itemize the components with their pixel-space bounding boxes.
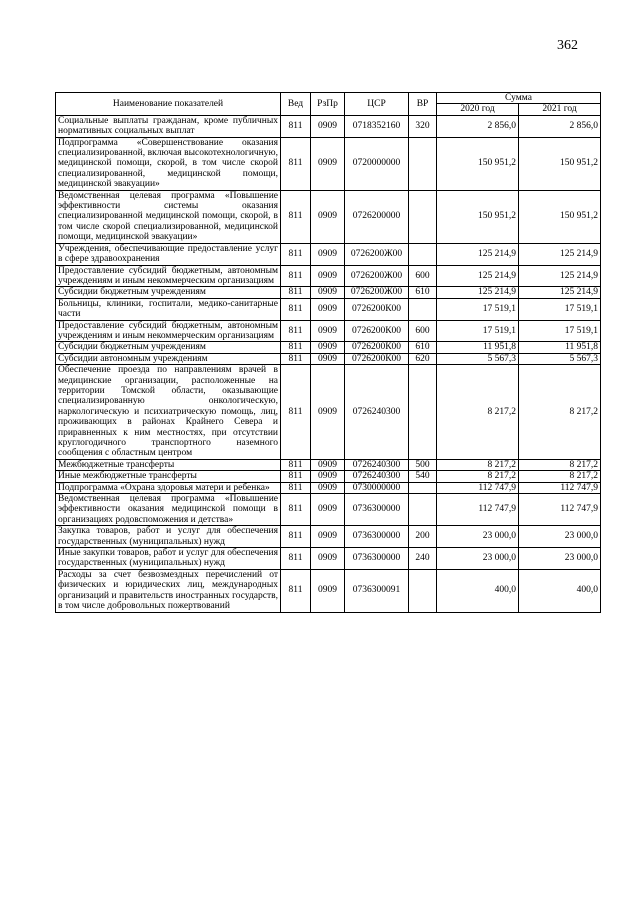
row-name: Подпрограмма «Совершенствование оказания специализированной, включая высокотехнологичную, медицинской помощи, скорой, в том числе скорой специализированной, медицинской помощи, медицинской эвакуации» [56, 137, 281, 190]
table-row [56, 190, 601, 243]
row-sum-2021: 150 951,2 [519, 137, 601, 190]
row-vr [409, 569, 437, 612]
table-row [56, 115, 601, 137]
table-row [56, 137, 601, 190]
row-rzpr: 0909 [311, 569, 345, 612]
row-rzpr: 0909 [311, 482, 345, 493]
row-csr: 0726200К00 [345, 342, 409, 353]
row-csr: 0726200К00 [345, 298, 409, 320]
row-csr: 0726200Ж00 [345, 243, 409, 265]
header-sum: Сумма [437, 93, 601, 104]
row-sum-2021: 112 747,9 [519, 494, 601, 526]
row-ved: 811 [281, 459, 311, 470]
row-csr: 0726240300 [345, 459, 409, 470]
table-row [56, 548, 601, 570]
row-vr [409, 365, 437, 460]
row-sum-2020: 112 747,9 [437, 494, 519, 526]
row-sum-2020: 400,0 [437, 569, 519, 612]
table-row [56, 353, 601, 364]
row-ved: 811 [281, 526, 311, 548]
row-rzpr: 0909 [311, 115, 345, 137]
row-csr: 0736300000 [345, 526, 409, 548]
row-name: Ведомственная целевая программа «Повышение эффективности оказания медицинской помощи в организациях родовспоможения и детства» [56, 494, 281, 526]
header-vr: ВР [409, 93, 437, 116]
row-rzpr: 0909 [311, 548, 345, 570]
row-name: Субсидии автономным учреждениям [56, 353, 281, 364]
row-name: Социальные выплаты гражданам, кроме публичных нормативных социальных выплат [56, 115, 281, 137]
header-year-2021: 2021 год [519, 104, 601, 115]
row-vr [409, 243, 437, 265]
row-vr: 500 [409, 459, 437, 470]
row-csr: 0736300000 [345, 494, 409, 526]
table-row [56, 459, 601, 470]
row-csr: 0736300091 [345, 569, 409, 612]
row-rzpr: 0909 [311, 243, 345, 265]
row-vr [409, 137, 437, 190]
row-sum-2021: 125 214,9 [519, 265, 601, 287]
row-sum-2020: 8 217,2 [437, 365, 519, 460]
row-ved: 811 [281, 320, 311, 342]
row-vr [409, 494, 437, 526]
row-rzpr: 0909 [311, 342, 345, 353]
row-name: Обеспечение проезда по направлениям врачей в медицинские организации, расположенные на территории Томской области, оказывающие специализированную онкологическую, наркологическую и психиатрическую помощь, лиц, проживающих в районах Крайнего Севера и приравненных к ним местностях, при отсутствии круглогодичного транспортного наземного сообщения с областным центром [56, 365, 281, 460]
row-ved: 811 [281, 471, 311, 482]
table-body [56, 115, 601, 612]
header-rzpr: РзПр [311, 93, 345, 116]
row-sum-2021: 23 000,0 [519, 526, 601, 548]
row-sum-2021: 150 951,2 [519, 190, 601, 243]
row-ved: 811 [281, 365, 311, 460]
row-csr: 0718352160 [345, 115, 409, 137]
header-year-2020: 2020 год [437, 104, 519, 115]
row-ved: 811 [281, 353, 311, 364]
table-row [56, 265, 601, 287]
row-ved: 811 [281, 190, 311, 243]
row-name: Межбюджетные трансферты [56, 459, 281, 470]
row-sum-2020: 125 214,9 [437, 287, 519, 298]
table-row [56, 287, 601, 298]
row-sum-2021: 23 000,0 [519, 548, 601, 570]
row-vr [409, 482, 437, 493]
row-ved: 811 [281, 548, 311, 570]
row-vr: 620 [409, 353, 437, 364]
row-vr: 600 [409, 320, 437, 342]
row-csr: 0736300000 [345, 548, 409, 570]
table-header [56, 93, 601, 116]
row-ved: 811 [281, 287, 311, 298]
table-row [56, 342, 601, 353]
row-vr: 240 [409, 548, 437, 570]
row-csr: 0726200К00 [345, 320, 409, 342]
row-sum-2021: 11 951,8 [519, 342, 601, 353]
row-ved: 811 [281, 265, 311, 287]
header-name: Наименование показателей [56, 93, 281, 116]
row-sum-2021: 8 217,2 [519, 459, 601, 470]
row-name: Субсидии бюджетным учреждениям [56, 342, 281, 353]
row-sum-2020: 2 856,0 [437, 115, 519, 137]
table-row [56, 471, 601, 482]
row-sum-2020: 150 951,2 [437, 137, 519, 190]
row-rzpr: 0909 [311, 459, 345, 470]
row-csr: 0726200К00 [345, 353, 409, 364]
table-row [56, 365, 601, 460]
row-vr [409, 298, 437, 320]
table-row [56, 243, 601, 265]
row-rzpr: 0909 [311, 298, 345, 320]
row-rzpr: 0909 [311, 353, 345, 364]
row-sum-2020: 150 951,2 [437, 190, 519, 243]
row-name: Иные закупки товаров, работ и услуг для обеспечения государственных (муниципальных) нужд [56, 548, 281, 570]
row-rzpr: 0909 [311, 526, 345, 548]
row-ved: 811 [281, 137, 311, 190]
row-sum-2020: 112 747,9 [437, 482, 519, 493]
row-vr: 610 [409, 342, 437, 353]
row-csr: 0726200Ж00 [345, 265, 409, 287]
table-row [56, 320, 601, 342]
row-vr: 600 [409, 265, 437, 287]
row-sum-2020: 8 217,2 [437, 459, 519, 470]
row-ved: 811 [281, 494, 311, 526]
row-csr: 0726200Ж00 [345, 287, 409, 298]
budget-table [55, 92, 601, 613]
row-rzpr: 0909 [311, 190, 345, 243]
row-name: Ведомственная целевая программа «Повышение эффективности системы оказания специализированной медицинской помощи, скорой, в том числе скорой специализированной, медицинской помощи, медицинской эвакуации» [56, 190, 281, 243]
row-ved: 811 [281, 243, 311, 265]
table-row [56, 494, 601, 526]
row-csr: 0720000000 [345, 137, 409, 190]
row-ved: 811 [281, 298, 311, 320]
row-sum-2021: 400,0 [519, 569, 601, 612]
row-sum-2020: 17 519,1 [437, 298, 519, 320]
row-name: Предоставление субсидий бюджетным, автономным учреждениям и иным некоммерческим организациям [56, 265, 281, 287]
header-ved: Вед [281, 93, 311, 116]
row-ved: 811 [281, 342, 311, 353]
row-name: Учреждения, обеспечивающие предоставление услуг в сфере здравоохранения [56, 243, 281, 265]
row-ved: 811 [281, 482, 311, 493]
row-rzpr: 0909 [311, 287, 345, 298]
row-sum-2021: 125 214,9 [519, 287, 601, 298]
row-name: Больницы, клиники, госпитали, медико-санитарные части [56, 298, 281, 320]
row-ved: 811 [281, 115, 311, 137]
row-name: Субсидии бюджетным учреждениям [56, 287, 281, 298]
row-rzpr: 0909 [311, 137, 345, 190]
row-sum-2020: 17 519,1 [437, 320, 519, 342]
row-rzpr: 0909 [311, 471, 345, 482]
row-name: Иные межбюджетные трансферты [56, 471, 281, 482]
row-rzpr: 0909 [311, 320, 345, 342]
row-name: Предоставление субсидий бюджетным, автономным учреждениям и иным некоммерческим организациям [56, 320, 281, 342]
row-sum-2020: 23 000,0 [437, 526, 519, 548]
row-sum-2020: 125 214,9 [437, 265, 519, 287]
page-number: 362 [557, 38, 578, 53]
row-sum-2020: 5 567,3 [437, 353, 519, 364]
row-csr: 0726200000 [345, 190, 409, 243]
row-sum-2021: 8 217,2 [519, 365, 601, 460]
row-name: Закупка товаров, работ и услуг для обеспечения государственных (муниципальных) нужд [56, 526, 281, 548]
row-sum-2020: 11 951,8 [437, 342, 519, 353]
row-name: Подпрограмма «Охрана здоровья матери и ребенка» [56, 482, 281, 493]
table-row [56, 298, 601, 320]
row-sum-2020: 23 000,0 [437, 548, 519, 570]
row-sum-2021: 112 747,9 [519, 482, 601, 493]
row-name: Расходы за счет безвозмездных перечислений от физических и юридических лиц, международных организаций и правительств иностранных государств, в том числе добровольных пожертвований [56, 569, 281, 612]
row-csr: 0726240300 [345, 471, 409, 482]
row-sum-2020: 125 214,9 [437, 243, 519, 265]
row-sum-2021: 17 519,1 [519, 320, 601, 342]
row-ved: 811 [281, 569, 311, 612]
row-rzpr: 0909 [311, 494, 345, 526]
row-rzpr: 0909 [311, 365, 345, 460]
header-csr: ЦСР [345, 93, 409, 116]
table-row [56, 482, 601, 493]
row-sum-2021: 125 214,9 [519, 243, 601, 265]
row-sum-2020: 8 217,2 [437, 471, 519, 482]
row-sum-2021: 2 856,0 [519, 115, 601, 137]
row-vr: 200 [409, 526, 437, 548]
row-csr: 0730000000 [345, 482, 409, 493]
row-sum-2021: 8 217,2 [519, 471, 601, 482]
row-vr [409, 190, 437, 243]
table-row [56, 526, 601, 548]
row-vr: 610 [409, 287, 437, 298]
row-vr: 320 [409, 115, 437, 137]
row-vr: 540 [409, 471, 437, 482]
row-sum-2021: 5 567,3 [519, 353, 601, 364]
row-rzpr: 0909 [311, 265, 345, 287]
row-csr: 0726240300 [345, 365, 409, 460]
row-sum-2021: 17 519,1 [519, 298, 601, 320]
table-row [56, 569, 601, 612]
